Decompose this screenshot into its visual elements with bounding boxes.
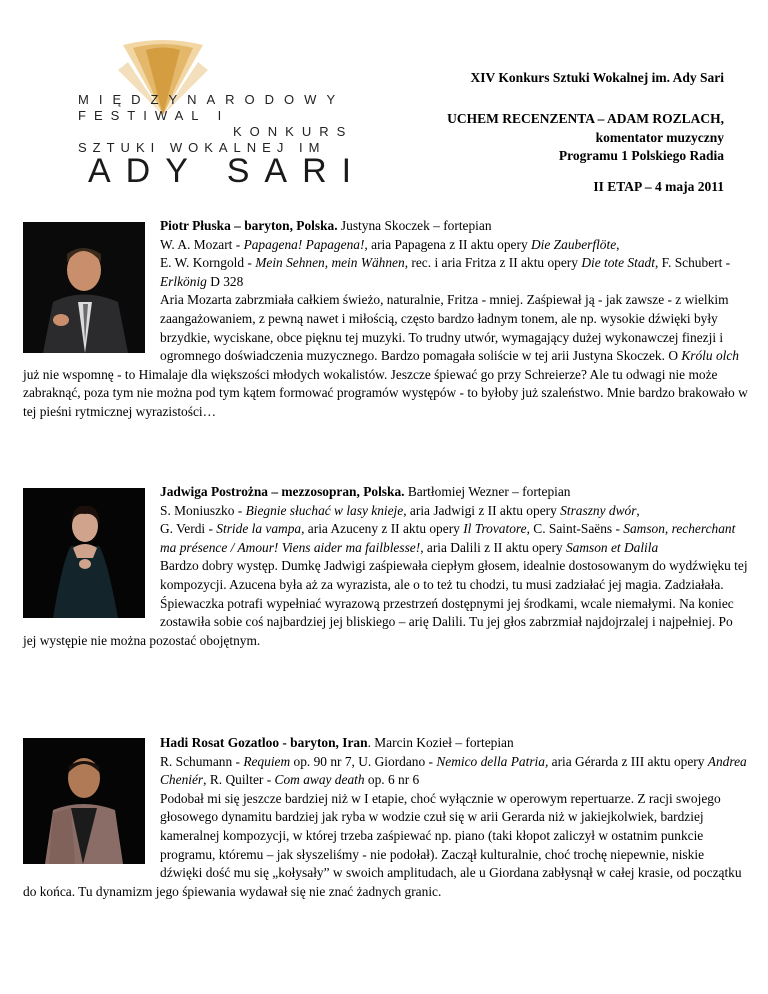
pianist: Justyna Skoczek – fortepian xyxy=(337,218,492,233)
performer-name: Hadi Rosat Gozatloo - baryton, Iran xyxy=(160,735,368,750)
review-text: Aria Mozarta zabrzmiała całkiem świeżo, naturalnie, Fritza - mniej. Zaśpiewał ją - jak zawsze - z wielkim zaangażowaniem, z pewną nawet i miłością, często bardzo ładnym tonem, ale np. wysokie dźwięki były brzydkie, wyciskane, obce pięknu tej muzyki. To trudny utwór, wymagający dużej wykonawczej finezji i ogromnego doświadczenia muzycznego. Bardzo pomagała soliście w tej arii Justyna Skoczek. O Królu olch już nie wspomnę - to Himalaje dla większości młodych wokalistów. Jeszcze śpiewać go przy Schreierze? Ale tu odwagi nie może zabraknąć, poza tym nie można pod tym kątem formować programów występów - to byłoby już szaleństwo. Mnie bardzo brakowało w tej pieśni rytmicznej wyrazistości… xyxy=(23,292,748,419)
festival-logo xyxy=(38,40,368,190)
stage-date: II ETAP – 4 maja 2011 xyxy=(593,179,724,194)
author-role: komentator muzyczny xyxy=(595,130,724,145)
repertoire: W. A. Mozart - Papagena! Papagena!, aria Papagena z II aktu opery Die Zauberflöte, E. W. Korngold - Mein Sehnen, mein Wähnen, rec. i aria Fritza z II aktu opery Die tote Stadt, F. Schubert - Erlkönig D 328 xyxy=(160,236,731,289)
repertoire: S. Moniuszko - Biegnie słuchać w lasy knieje, aria Jadwigi z II aktu opery Straszny dwór, G. Verdi - Stride la vampa, aria Azuceny z II aktu opery Il Trovatore, C. Saint-Saëns - Samson, recherchant ma présence / Amour! Viens aider ma failblesse!, aria Dalili z II aktu opery Samson et Dalila xyxy=(160,502,736,555)
logo-line-5: ADY SARI xyxy=(88,152,367,190)
logo-line-4: SZTUKI WOKALNEJ IM xyxy=(78,140,326,155)
review-entry xyxy=(23,217,749,422)
review-entry xyxy=(23,734,749,901)
pianist: Bartłomiej Wezner – fortepian xyxy=(404,484,571,499)
contest-title: XIV Konkurs Sztuki Wokalnej im. Ady Sari xyxy=(470,70,724,85)
logo-line-3: KONKURS xyxy=(233,124,354,139)
pianist: . Marcin Kozieł – fortepian xyxy=(367,735,514,750)
performer-name: Jadwiga Postrożna – mezzosopran, Polska. xyxy=(160,484,405,499)
repertoire: R. Schumann - Requiem op. 90 nr 7, U. Giordano - Nemico della Patria, aria Gérarda z III aktu opery Andrea Cheniér, R. Quilter - Com away death op. 6 nr 6 xyxy=(160,753,747,788)
review-entry xyxy=(23,483,749,650)
logo-line-1: MIĘDZYNARODOWY xyxy=(78,92,346,107)
review-text: Bardzo dobry występ. Dumkę Jadwigi zaśpiewała ciepłym głosem, idealnie dostosowanym do wydźwięku tej kompozycji. Azucena była aż za wyrazista, ale o to też tu chodzi, tu musi zadziałać jej magia. Zadziałała. Śpiewaczka potrafi wypełniać wyrazową przestrzeń dostępnymi jej środkami, wcale niemałymi. Na koniec zostawiła sobie coś najbardziej jej bliskiego – arię Dalili. Tu jej głos zabrzmiał najdojrzalej i najpełniej. Po jej występie nie można pozostać obojętnym. xyxy=(23,558,748,648)
performer-name: Piotr Płuska – baryton, Polska. xyxy=(160,218,338,233)
review-text: Podobał mi się jeszcze bardziej niż w I etapie, choć wyłącznie w operowym repertuarze. Z racji swojego głosowego dynamitu bardziej jak ryba w wodzie czuł się w arii Gerarda niż w jakiejkolwiek, bardziej kameralnej kompozycji, w której trzeba zaśpiewać np. piano (taki kłopot zaliczył w ostatnim punkcie programu, któremu – jak słyszeliśmy - nie podołał). Zaczął kulturalnie, choć trochę niepewnie, niskie dźwięki dość mu się „kołysały” w swoich amplitudach, ale u Giordana zabłysnął w całej krasie, od początku do końca. Tu dynamizm jego śpiewania wydawał się nie znać żadnych granic. xyxy=(23,790,742,899)
author-affiliation: Programu 1 Polskiego Radia xyxy=(558,148,724,163)
column-title: UCHEM RECENZENTA – ADAM ROZLACH, xyxy=(447,111,724,126)
logo-line-2: FESTIWAL I xyxy=(78,108,230,123)
